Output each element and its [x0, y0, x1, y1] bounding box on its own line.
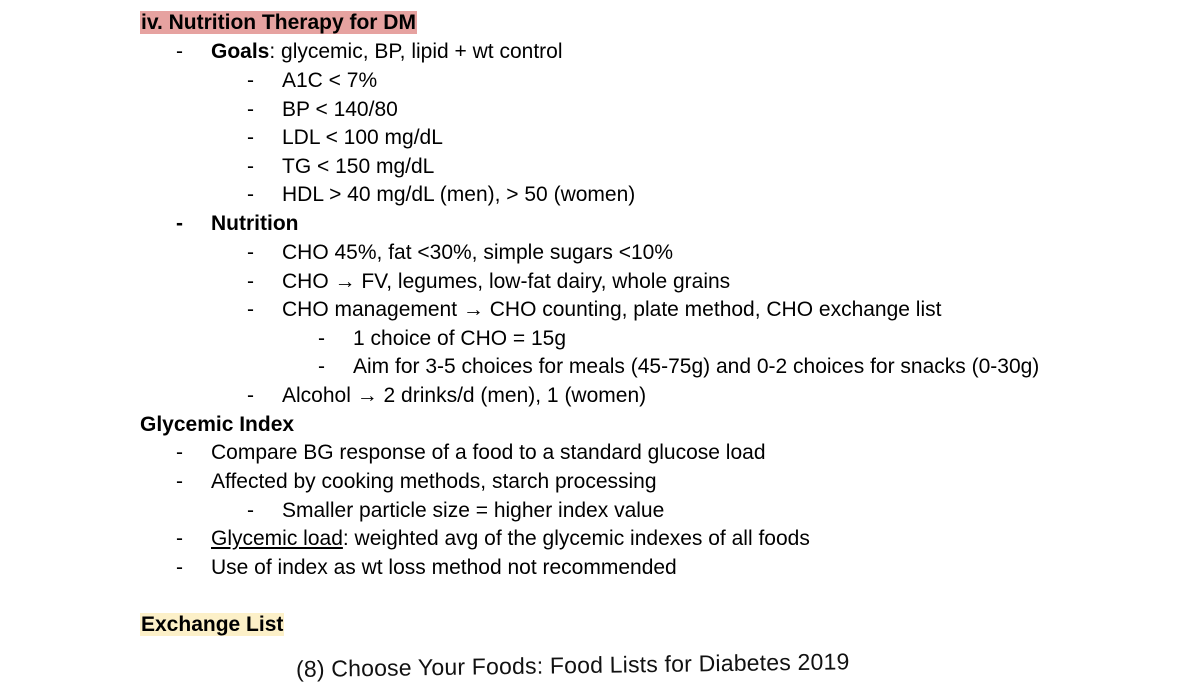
list-item-glycemic [0, 554, 1200, 583]
bullet-dash: - [247, 270, 254, 293]
cho-subitem-text: Aim for 3-5 choices for meals (45-75g) and 0-2 choices for snacks (0-30g) [353, 355, 1040, 378]
list-item-goal [0, 124, 1200, 153]
nutrition-text: CHO management → CHO counting, plate method, CHO exchange list [282, 298, 942, 321]
section-title-exchange-list [140, 611, 284, 640]
bullet-dash: - [247, 241, 254, 264]
goal-text: TG < 150 mg/dL [282, 155, 435, 178]
cho-subitem-text: 1 choice of CHO = 15g [353, 327, 567, 350]
list-item-glycemic-subitem [0, 497, 1200, 526]
glycemic-index-heading: Glycemic Index [140, 413, 295, 436]
list-item-nutrition-detail [0, 268, 1200, 297]
bullet-dash: - [247, 126, 254, 149]
bullet-dash: - [247, 499, 254, 522]
goal-text: HDL > 40 mg/dL (men), > 50 (women) [282, 183, 636, 206]
glycemic-load-text: : weighted avg of the glycemic indexes of all foods [342, 527, 810, 550]
list-item-glycemic-load [0, 525, 1200, 554]
nutrition-text: CHO → FV, legumes, low-fat dairy, whole grains [282, 270, 731, 293]
section-title-glycemic-index [140, 411, 294, 440]
nutrition-text: CHO 45%, fat <30%, simple sugars <10% [282, 241, 674, 264]
bullet-dash: - [247, 155, 254, 178]
section-title-nutrition-therapy [140, 9, 417, 38]
pasted-image-caption: (8) Choose Your Foods: Food Lists for Diabetes 2019 [295, 648, 850, 682]
list-item-nutrition-detail [0, 296, 1200, 325]
list-item-goal [0, 181, 1200, 210]
glycemic-subitem-text: Smaller particle size = higher index value [282, 499, 665, 522]
list-item-cho-subitem [0, 325, 1200, 354]
bullet-dash: - [247, 183, 254, 206]
bullet-dash: - [318, 327, 325, 350]
bullet-dash: - [176, 556, 183, 579]
goals-text: : glycemic, BP, lipid + wt control [269, 40, 563, 63]
list-item-goal [0, 96, 1200, 125]
bullet-dash: - [247, 298, 254, 321]
exchange-list-heading: Exchange List [141, 613, 284, 636]
nutrition-label: Nutrition [211, 212, 299, 235]
list-item-alcohol [0, 382, 1200, 411]
bullet-dash: - [176, 441, 183, 464]
bullet-dash: - [176, 212, 183, 235]
glycemic-text: Compare BG response of a food to a standard glucose load [211, 441, 766, 464]
bullet-dash: - [176, 527, 183, 550]
bullet-dash: - [247, 384, 254, 407]
list-item-glycemic [0, 468, 1200, 497]
bullet-dash: - [176, 470, 183, 493]
bullet-dash: - [318, 355, 325, 378]
list-item-cho-subitem [0, 353, 1200, 382]
list-item-goal [0, 153, 1200, 182]
goal-text: BP < 140/80 [282, 98, 398, 121]
list-item-glycemic [0, 439, 1200, 468]
glycemic-text: Use of index as wt loss method not recommended [211, 556, 677, 579]
goal-text: LDL < 100 mg/dL [282, 126, 443, 149]
list-item-nutrition [0, 210, 1200, 239]
bullet-dash: - [176, 40, 183, 63]
bullet-dash: - [247, 69, 254, 92]
goals-label: Goals [211, 40, 270, 63]
list-item-goal [0, 67, 1200, 96]
glycemic-text: Affected by cooking methods, starch processing [211, 470, 657, 493]
heading-highlight: iv. Nutrition Therapy for DM [141, 11, 416, 34]
glycemic-load-label: Glycemic load [211, 527, 343, 550]
goal-text: A1C < 7% [282, 69, 378, 92]
list-item-goals [0, 38, 1200, 67]
bullet-dash: - [247, 98, 254, 121]
alcohol-text: Alcohol → 2 drinks/d (men), 1 (women) [282, 384, 647, 407]
list-item-nutrition-detail [0, 239, 1200, 268]
